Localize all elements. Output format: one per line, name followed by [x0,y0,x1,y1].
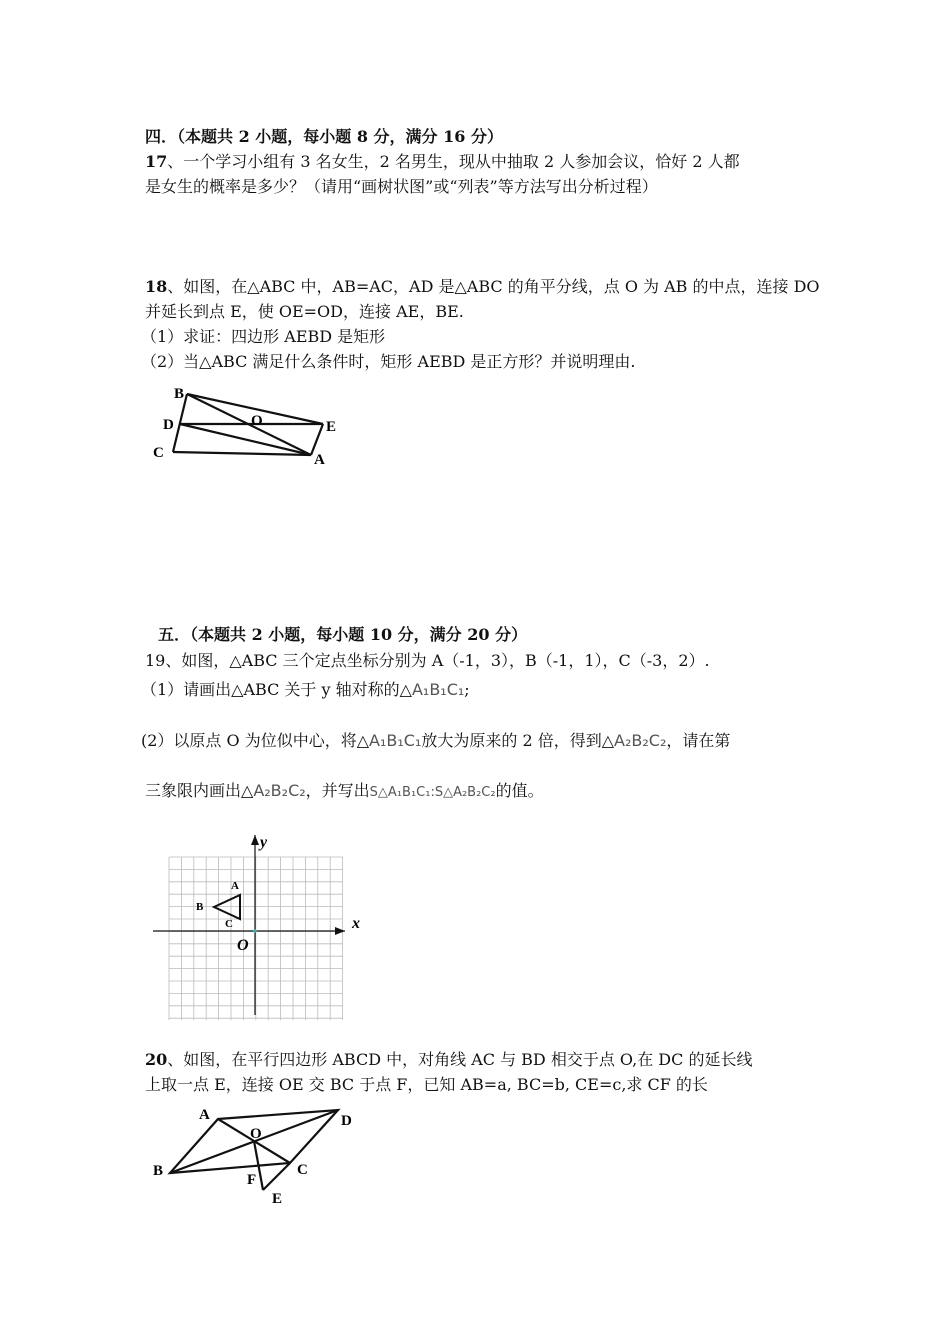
question-18-number: 18 [145,277,168,296]
label-F: F [247,1172,257,1188]
section-5-header: 五．（本题共 2 小题，每小题 10 分，满分 20 分） [158,625,528,644]
question-20-figure [145,1100,375,1210]
question-19-part-1 [141,679,470,701]
question-18-part-2: （2）当△ABC 满足什么条件时，矩形 AEBD 是正方形？并说明理由. [141,352,636,371]
segment-EA [311,424,323,455]
y-axis-arrow-icon [251,835,259,845]
label-D: D [341,1113,352,1129]
label-C: C [153,445,164,461]
origin-label: O [237,937,249,954]
question-18-text-1: 、如图，在△ABC 中，AB=AC，AD 是△ABC 的角平分线，点 O 为 AB 的中点，连接 DO [167,277,820,296]
question-17-line-2: 是女生的概率是多少？（请用“画树状图”或“列表”等方法写出分析过程） [145,177,658,196]
question-19-part-2-b: 放大为原来的 2 倍，得到△ [421,731,615,750]
section-4-header: 四．（本题共 2 小题，每小题 8 分，满分 16 分） [145,127,503,146]
question-17-number: 17 [145,152,168,171]
question-20-text-1: 、如图，在平行四边形 ABCD 中，对角线 AC 与 BD 相交于点 O,在 DC 的延长线 [167,1050,753,1069]
label-O: O [250,1126,262,1142]
label-A: A [314,452,325,468]
question-19-part-2-line-2 [145,780,544,804]
triangle-a2b2c2-symbol: A₂B₂C₂ [614,731,667,750]
question-18-figure [145,380,355,470]
question-18-part-1: （1）求证：四边形 AEBD 是矩形 [141,327,386,346]
label-D: D [163,417,174,433]
segment-DA [180,424,311,455]
coordinate-grid-figure [145,825,375,1020]
question-19-part-2-line-1 [141,730,730,752]
origin-point [253,929,257,933]
question-19-part-1-end: ; [464,680,470,699]
question-18-line-1 [145,276,820,298]
triangle-a1b1c1-symbol: A₁B₁C₁ [411,680,465,699]
question-17-line-1 [145,151,740,173]
question-20-line-2: 上取一点 E，连接 OE 交 BC 于点 F，已知 AB=a, BC=b, CE=c,求 CF 的长 [145,1075,708,1094]
grid-lines [169,857,343,1020]
label-E: E [272,1191,283,1207]
triangle-a1b1c1-symbol-2: A₁B₁C₁ [369,731,422,750]
question-17-text-1: 、一个学习小组有 3 名女生，2 名男生，现从中抽取 2 人参加会议，恰好 2 人都 [167,152,740,171]
triangle-a2b2c2-symbol-2: A₂B₂C₂ [253,781,306,800]
question-19-part-1-text: （1）请画出△ABC 关于 y 轴对称的△ [141,680,412,699]
question-20-number: 20 [145,1050,168,1069]
question-19-part-2-c: ，请在第 [666,731,731,750]
x-axis-arrow-icon [335,927,345,935]
question-18-line-2: 并延长到点 E，使 OE=OD，连接 AE，BE. [145,302,464,321]
label-O: O [251,413,263,429]
grid-label-C: C [225,918,233,930]
label-E: E [326,419,337,435]
label-A: A [199,1107,210,1123]
segment-AC [173,452,311,455]
y-axis-label: y [260,834,268,851]
question-19-part-2-e: ，并写出 [305,781,370,800]
question-19-part-2-d: 三象限内画出△ [145,781,254,800]
question-20-line-1 [145,1049,752,1071]
grid-label-B: B [196,901,204,913]
question-19-line-1: 19、如图，△ABC 三个定点坐标分别为 A（-1，3），B（-1，1），C（-3，2）. [145,651,710,670]
label-B: B [174,386,185,402]
label-C: C [297,1162,308,1178]
grid-label-A: A [231,880,239,892]
label-B: B [153,1163,164,1179]
x-axis-label: x [352,915,360,932]
area-ratio-expression: S△A₁B₁C₁:S△A₂B₂C₂ [369,785,496,800]
extension-CE [263,1163,290,1190]
question-19-part-2-a: (2）以原点 O 为位似中心，将△ [141,731,370,750]
question-19-part-2-f: 的值。 [495,781,544,800]
